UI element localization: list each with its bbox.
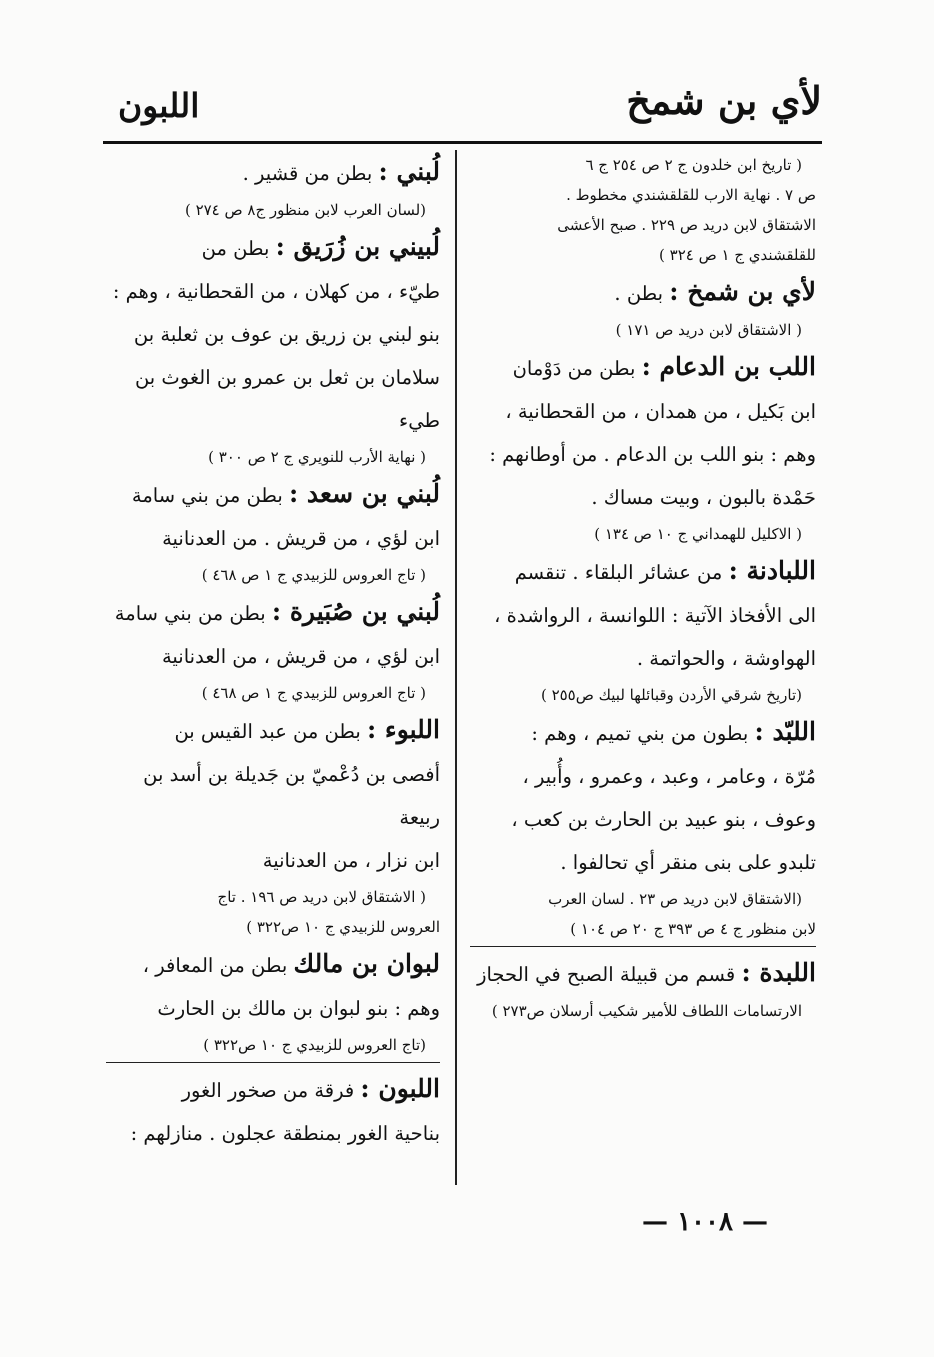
source-citation [470, 996, 816, 1026]
entry-headword: لأي بن شمخ : [669, 277, 816, 306]
entry-line [470, 270, 816, 315]
entry-text: الى الأفخاذ الآتية : اللوانسة ، الرواشدة ، [494, 604, 816, 627]
section-divider [470, 946, 816, 947]
entry-text: أفصى بن دُعْميّ بن جَديلة بن أسد بن ربيعة [143, 763, 440, 829]
entry-line [470, 755, 816, 798]
dictionary-entry [470, 270, 816, 315]
entry-text: بطن من المعافر ، [142, 954, 288, 977]
citation-line: للقلقشندي ج ١ ص ٣٢٤ ) [659, 246, 816, 264]
citation-line: ص ٧ . نهاية الارب للقلقشندي مخطوط . [566, 186, 816, 204]
entry-text: قسم من قبيلة الصبح في الحجاز [477, 963, 736, 986]
citation-line: ( الاشتقاق لابن دريد ص ١٩٦ . تاج [217, 888, 426, 906]
entry-line [470, 345, 816, 390]
dictionary-entry [470, 710, 816, 884]
entry-line [106, 1067, 440, 1112]
entry-line [470, 549, 816, 594]
dictionary-entry [106, 590, 440, 678]
entry-line [470, 594, 816, 637]
source-citation [106, 882, 440, 942]
entry-text: حَمْدة بالبون ، وبيت مساك . [591, 486, 816, 509]
entry-text: وعوف ، بنو عبيد بن الحارث بن كعب ، [511, 808, 816, 831]
citation-line: (لسان العرب لابن منظور ج٨ ص ٢٧٤ ) [184, 201, 426, 219]
entry-line [106, 356, 440, 442]
entry-text: فرقة من صخور الغور [181, 1079, 355, 1102]
source-citation [106, 442, 440, 472]
entry-text: بنو لبني بن زريق بن عوف بن ثعلبة بن [133, 323, 440, 346]
entry-headword: لُبيني بن زُرَيق : [275, 232, 440, 261]
entry-line [106, 839, 440, 882]
entry-line [106, 472, 440, 517]
source-citation [106, 1030, 440, 1060]
dictionary-entry [106, 942, 440, 1030]
entry-text: مُرّة ، وعامر ، وعبد ، وعمرو ، وأُبير ، [522, 765, 816, 788]
dictionary-entry [106, 472, 440, 560]
header-rule [103, 141, 822, 144]
dictionary-entry [106, 708, 440, 882]
entry-line [470, 951, 816, 996]
source-citation [106, 560, 440, 590]
source-citation [470, 315, 816, 345]
entry-line [470, 433, 816, 476]
entry-headword: اللبادنة : [728, 556, 816, 585]
entry-text: من عشائر البلقاء . تنقسم [514, 561, 723, 584]
citation-line: الارتسامات اللطاف للأمير شكيب أرسلان ص٢٧٣ ) [491, 1002, 802, 1020]
entry-headword: اللبّد : [754, 717, 816, 746]
entry-text: بناحية الغور بمنطقة عجلون . منازلهم : [130, 1122, 440, 1145]
entry-line [106, 987, 440, 1030]
citation-line: ( تاج العروس للزبيدي ج ١ ص ٤٦٨ ) [201, 566, 426, 584]
entry-line [106, 270, 440, 313]
entry-text: وهم : بنو لبوان بن مالك بن الحارث [157, 997, 440, 1020]
page-number: — ١٠٠٨ — [642, 1207, 768, 1237]
entry-headword: اللبدة : [741, 958, 816, 987]
entry-headword: لبوان بن مالك [293, 949, 440, 978]
entry-line [106, 313, 440, 356]
entry-line [106, 150, 440, 195]
citation-line: (تاج العروس للزبيدي ج ١٠ ص٣٢٢ ) [203, 1036, 426, 1054]
entry-line [106, 225, 440, 270]
entry-headword: لُبني بن سعد : [288, 479, 440, 508]
source-citation [470, 680, 816, 710]
dictionary-entry [106, 225, 440, 442]
entry-headword: اللبوء : [367, 715, 440, 744]
entry-line [106, 635, 440, 678]
citation-line: ( الاكليل للهمداني ج ١٠ ص ١٣٤ ) [594, 525, 802, 543]
entry-line [470, 841, 816, 884]
entry-text: بطن . [614, 282, 664, 305]
entry-headword: اللب بن الدعام : [641, 352, 816, 381]
dictionary-entry [106, 1067, 440, 1155]
entry-text: بطن من [201, 237, 270, 260]
dictionary-entry [470, 345, 816, 519]
dictionary-entry [470, 951, 816, 996]
left-column [106, 150, 440, 1155]
citation-line: الاشتقاق لابن دريد ص ٢٢٩ . صبح الأعشى [557, 216, 816, 234]
entry-text: ابن نزار ، من العدنانية [262, 849, 440, 872]
entry-line [106, 590, 440, 635]
entry-text: بطن من عبد القيس بن [174, 720, 361, 743]
dictionary-entry [470, 549, 816, 680]
entry-line [470, 637, 816, 680]
source-citation [106, 678, 440, 708]
running-header-right: لأي بن شمخ [626, 78, 822, 123]
entry-line [470, 476, 816, 519]
entry-headword: لُبني : [378, 157, 440, 186]
citation-line: العروس للزبيدي ج ١٠ ص٣٢٢ ) [246, 918, 440, 936]
running-header-left: اللبون [118, 86, 200, 125]
citation-line: ( تاج العروس للزبيدي ج ١ ص ٤٦٨ ) [201, 684, 426, 702]
entry-text: ابن بَكيل ، من همدان ، من القحطانية ، [505, 400, 816, 423]
entry-text: سلامان بن ثعل بن عمرو بن الغوث بن طيء [134, 366, 440, 432]
source-citation [470, 519, 816, 549]
entry-text: بطن من قشير . [242, 162, 373, 185]
entry-headword: لُبني بن صُبَيرة : [271, 597, 440, 626]
entry-line [470, 390, 816, 433]
entry-line [470, 798, 816, 841]
source-citation [470, 884, 816, 944]
entry-line [106, 517, 440, 560]
citation-line: (الاشتقاق لابن دريد ص ٢٣ . لسان العرب [548, 890, 802, 908]
citation-line: ( تاريخ ابن خلدون ج ٢ ص ٢٥٤ ج ٦ [585, 156, 802, 174]
entry-text: ابن لؤي ، من قريش ، من العدنانية [161, 645, 440, 668]
entry-headword: اللبون : [360, 1074, 440, 1103]
entry-line [106, 753, 440, 839]
entry-text: طيّء ، من كهلان ، من القحطانية ، وهم : [112, 280, 440, 303]
entry-text: بطن من بني سامة [114, 602, 266, 625]
citation-line: لابن منظور ج ٤ ص ٣٩٣ ج ٢٠ ص ١٠٤ ) [570, 920, 816, 938]
column-divider [455, 150, 457, 1185]
entry-line [106, 708, 440, 753]
dictionary-entry [106, 150, 440, 195]
source-citation [470, 150, 816, 270]
section-divider [106, 1062, 440, 1063]
entry-text: بطون من بني تميم ، وهم : [531, 722, 749, 745]
entry-text: وهم : بنو اللب بن الدعام . من أوطانهم : [489, 443, 816, 466]
entry-line [470, 710, 816, 755]
right-column [470, 150, 816, 1026]
entry-line [106, 942, 440, 987]
citation-line: ( الاشتقاق لابن دريد ص ١٧١ ) [615, 321, 802, 339]
citation-line: ( نهاية الأرب للنويري ج ٢ ص ٣٠٠ ) [208, 448, 426, 466]
source-citation [106, 195, 440, 225]
entry-text: تلبدو على بنى منقر أي تحالفوا . [560, 851, 816, 874]
entry-text: ابن لؤي ، من قريش . من العدنانية [162, 527, 440, 550]
entry-line [106, 1112, 440, 1155]
entry-text: الهواوشة ، والحواتمة . [636, 647, 816, 670]
citation-line: (تاريخ شرقي الأردن وقبائلها لبيك ص٢٥٥ ) [540, 686, 802, 704]
entry-text: بطن من بني سامة [131, 484, 283, 507]
entry-text: بطن من دَوْمان [512, 357, 636, 380]
